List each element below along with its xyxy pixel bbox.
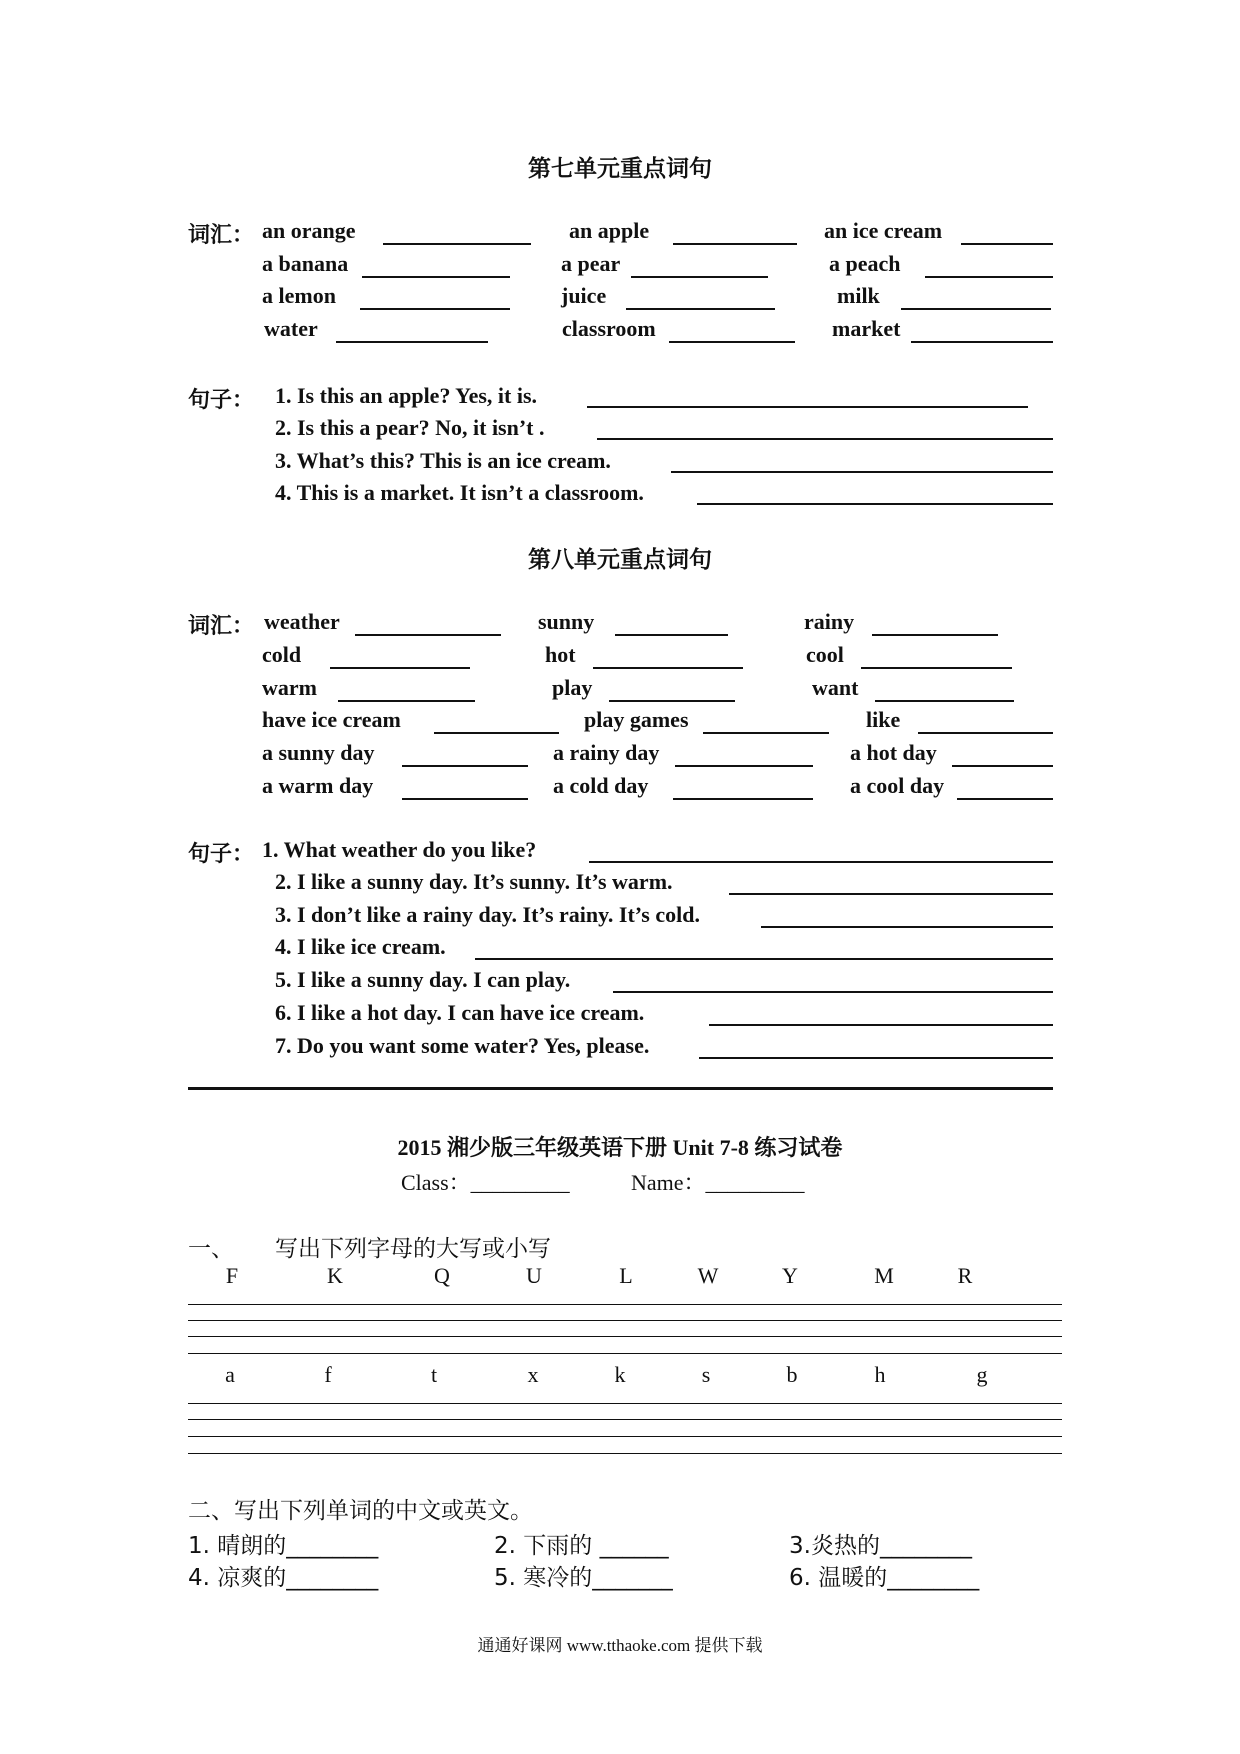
upper-letter: L — [619, 1263, 633, 1288]
vocab-item: play — [552, 675, 593, 700]
sentence: 7. Do you want some water? Yes, please. — [275, 1033, 650, 1058]
answer-blank[interactable] — [402, 765, 528, 767]
sentence: 3. What’s this? This is an ice cream. — [275, 448, 611, 473]
answer-blank[interactable] — [475, 958, 1053, 960]
vocab-item: want — [812, 675, 859, 700]
vocab-item: an orange — [262, 218, 356, 243]
answer-blank[interactable] — [609, 700, 735, 702]
lower-letter: x — [527, 1362, 539, 1387]
sentence: 4. This is a market. It isn’t a classroom. — [275, 480, 644, 505]
answer-blank[interactable] — [861, 667, 1012, 669]
answer-blank[interactable] — [362, 276, 510, 278]
vocab-item: a warm day — [262, 773, 374, 798]
lower-letter: h — [874, 1362, 886, 1387]
upper-letter: K — [327, 1263, 343, 1288]
writing-line[interactable] — [188, 1336, 1062, 1337]
writing-line[interactable] — [188, 1320, 1062, 1321]
exam-title: 2015 湘少版三年级英语下册 Unit 7-8 练习试卷 — [397, 1135, 843, 1160]
name-field[interactable]: Name：_________ — [631, 1170, 805, 1195]
vocab-item: market — [832, 316, 901, 341]
unit8-title: 第八单元重点词句 — [528, 547, 712, 572]
class-field[interactable]: Class：_________ — [401, 1170, 570, 1195]
vocab-item: a cool day — [850, 773, 945, 798]
vocab-item: have ice cream — [262, 707, 401, 732]
vocab-item: like — [866, 707, 901, 732]
vocab-item: cool — [806, 642, 844, 667]
answer-blank[interactable] — [872, 634, 998, 636]
lower-letter: k — [614, 1362, 626, 1387]
section-divider — [188, 1087, 1053, 1090]
section2-title: 二、写出下列单词的中文或英文。 — [188, 1498, 533, 1524]
sentence: 3. I don’t like a rainy day. It’s rainy. It’s cold. — [275, 902, 700, 927]
answer-blank[interactable] — [330, 667, 470, 669]
answer-blank[interactable] — [957, 798, 1053, 800]
answer-blank[interactable] — [383, 243, 531, 245]
answer-blank[interactable] — [360, 308, 510, 310]
answer-blank[interactable] — [699, 1057, 1053, 1059]
section1-number: 一、 — [188, 1236, 234, 1262]
vocab-item: water — [264, 316, 318, 341]
vocab-item: weather — [264, 609, 340, 634]
vocab-item: cold — [262, 642, 302, 667]
section1-title: 写出下列字母的大写或小写 — [275, 1236, 551, 1262]
upper-letter: M — [874, 1263, 894, 1288]
answer-blank[interactable] — [626, 308, 775, 310]
sentence: 2. I like a sunny day. It’s sunny. It’s warm. — [275, 869, 673, 894]
lower-letter: s — [701, 1362, 711, 1387]
vocab-item: a lemon — [262, 283, 336, 308]
answer-blank[interactable] — [673, 798, 813, 800]
answer-blank[interactable] — [597, 438, 1053, 440]
answer-blank[interactable] — [952, 765, 1053, 767]
answer-blank[interactable] — [338, 700, 475, 702]
vocab-item: milk — [837, 283, 880, 308]
answer-blank[interactable] — [669, 341, 795, 343]
answer-blank[interactable] — [901, 308, 1051, 310]
word-item[interactable]: 2. 下雨的 ______ — [494, 1533, 669, 1559]
vocab-item: an ice cream — [824, 218, 943, 243]
answer-blank[interactable] — [729, 893, 1053, 895]
answer-blank[interactable] — [761, 926, 1053, 928]
footer-text: 通通好课网 www.tthaoke.com 提供下载 — [477, 1636, 763, 1655]
unit8-vocab-label: 词汇： — [188, 613, 255, 638]
word-item[interactable]: 6. 温暖的________ — [789, 1565, 980, 1591]
vocab-item: a banana — [262, 251, 349, 276]
lower-letter: t — [430, 1362, 438, 1387]
lower-letter: g — [976, 1362, 988, 1387]
answer-blank[interactable] — [675, 765, 813, 767]
answer-blank[interactable] — [918, 732, 1053, 734]
unit7-sentence-label: 句子： — [188, 387, 255, 412]
vocab-item: a cold day — [553, 773, 649, 798]
upper-letter: Q — [434, 1263, 450, 1288]
answer-blank[interactable] — [402, 798, 528, 800]
unit7-vocab-label: 词汇： — [188, 222, 255, 247]
word-item[interactable]: 1. 晴朗的________ — [188, 1533, 379, 1559]
vocab-item: sunny — [538, 609, 595, 634]
answer-blank[interactable] — [673, 243, 797, 245]
word-item[interactable]: 3.炎热的________ — [789, 1533, 972, 1559]
answer-blank[interactable] — [911, 341, 1053, 343]
sentence: 1. Is this an apple? Yes, it is. — [275, 383, 538, 408]
vocab-item: a hot day — [850, 740, 937, 765]
answer-blank[interactable] — [613, 991, 1053, 993]
answer-blank[interactable] — [587, 406, 1028, 408]
vocab-item: juice — [561, 283, 607, 308]
answer-blank[interactable] — [925, 276, 1053, 278]
answer-blank[interactable] — [703, 732, 829, 734]
vocab-item: a rainy day — [553, 740, 660, 765]
lower-letter: f — [324, 1362, 332, 1387]
vocab-item: a peach — [829, 251, 901, 276]
lower-letter: a — [225, 1362, 235, 1387]
vocab-item: a pear — [561, 251, 621, 276]
vocab-item: rainy — [804, 609, 855, 634]
upper-letter: F — [225, 1263, 239, 1288]
answer-blank[interactable] — [709, 1024, 1053, 1026]
sentence: 6. I like a hot day. I can have ice cream. — [275, 1000, 645, 1025]
sentence: 4. I like ice cream. — [275, 934, 446, 959]
sentence: 5. I like a sunny day. I can play. — [275, 967, 571, 992]
lower-letter: b — [786, 1362, 798, 1387]
answer-blank[interactable] — [631, 276, 768, 278]
upper-letter: W — [697, 1263, 719, 1288]
answer-blank[interactable] — [355, 634, 501, 636]
word-item[interactable]: 5. 寒冷的_______ — [494, 1565, 673, 1591]
answer-blank[interactable] — [615, 634, 728, 636]
sentence: 2. Is this a pear? No, it isn’t . — [275, 415, 545, 440]
sentence: 1. What weather do you like? — [262, 837, 537, 862]
vocab-item: hot — [545, 642, 576, 667]
answer-blank[interactable] — [697, 503, 1053, 505]
answer-blank[interactable] — [589, 861, 1053, 863]
writing-line[interactable] — [188, 1436, 1062, 1437]
writing-line[interactable] — [188, 1419, 1062, 1420]
vocab-item: an apple — [569, 218, 650, 243]
writing-line[interactable] — [188, 1304, 1062, 1305]
answer-blank[interactable] — [875, 700, 1014, 702]
vocab-item: a sunny day — [262, 740, 375, 765]
unit7-title: 第七单元重点词句 — [528, 156, 712, 181]
upper-letter: U — [526, 1263, 542, 1288]
upper-letter: Y — [782, 1263, 798, 1288]
upper-letter: R — [957, 1263, 973, 1288]
answer-blank[interactable] — [593, 667, 743, 669]
vocab-item: classroom — [562, 316, 656, 341]
writing-line[interactable] — [188, 1453, 1062, 1454]
writing-line[interactable] — [188, 1403, 1062, 1404]
word-item[interactable]: 4. 凉爽的________ — [188, 1565, 379, 1591]
unit8-sentence-label: 句子： — [188, 841, 255, 866]
vocab-item: play games — [584, 707, 689, 732]
answer-blank[interactable] — [336, 341, 488, 343]
answer-blank[interactable] — [434, 732, 559, 734]
answer-blank[interactable] — [961, 243, 1053, 245]
vocab-item: warm — [262, 675, 317, 700]
writing-line[interactable] — [188, 1353, 1062, 1354]
answer-blank[interactable] — [671, 471, 1053, 473]
